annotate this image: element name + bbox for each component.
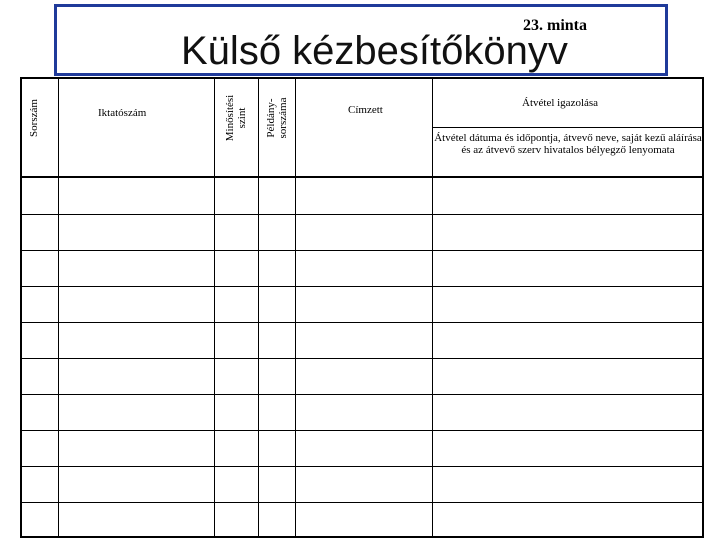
column-header-sorszam: Sorszám: [28, 99, 40, 137]
table-row: [20, 286, 704, 287]
column-header-peldany: Példány-sorszáma: [265, 97, 289, 139]
column-header-minosites: Minősítési szint: [224, 94, 248, 142]
sample-number: 23. minta: [523, 17, 587, 34]
table-row: [20, 250, 704, 251]
column-header-cimzett: Címzett: [348, 104, 383, 116]
column-header-atvetel: Átvétel igazolása: [522, 97, 599, 109]
title-box: [54, 4, 668, 76]
page-title: Külső kézbesítőkönyv: [181, 29, 568, 73]
table-row: [20, 502, 704, 503]
table-row: [20, 214, 704, 215]
table-row: [20, 394, 704, 395]
table-body: [20, 178, 704, 538]
column-header-iktatoszam: Iktatószám: [98, 107, 147, 119]
column-header-atvetel-note: Átvétel dátuma és időpontja, átvevő neve, saját kezű aláírása és az átvevő szerv hivatalos bélyegző lenyomata: [434, 132, 702, 156]
table-row: [20, 358, 704, 359]
table-row: [20, 466, 704, 467]
table-row: [20, 430, 704, 431]
header-subdivider: [432, 127, 704, 128]
table-row: [20, 322, 704, 323]
